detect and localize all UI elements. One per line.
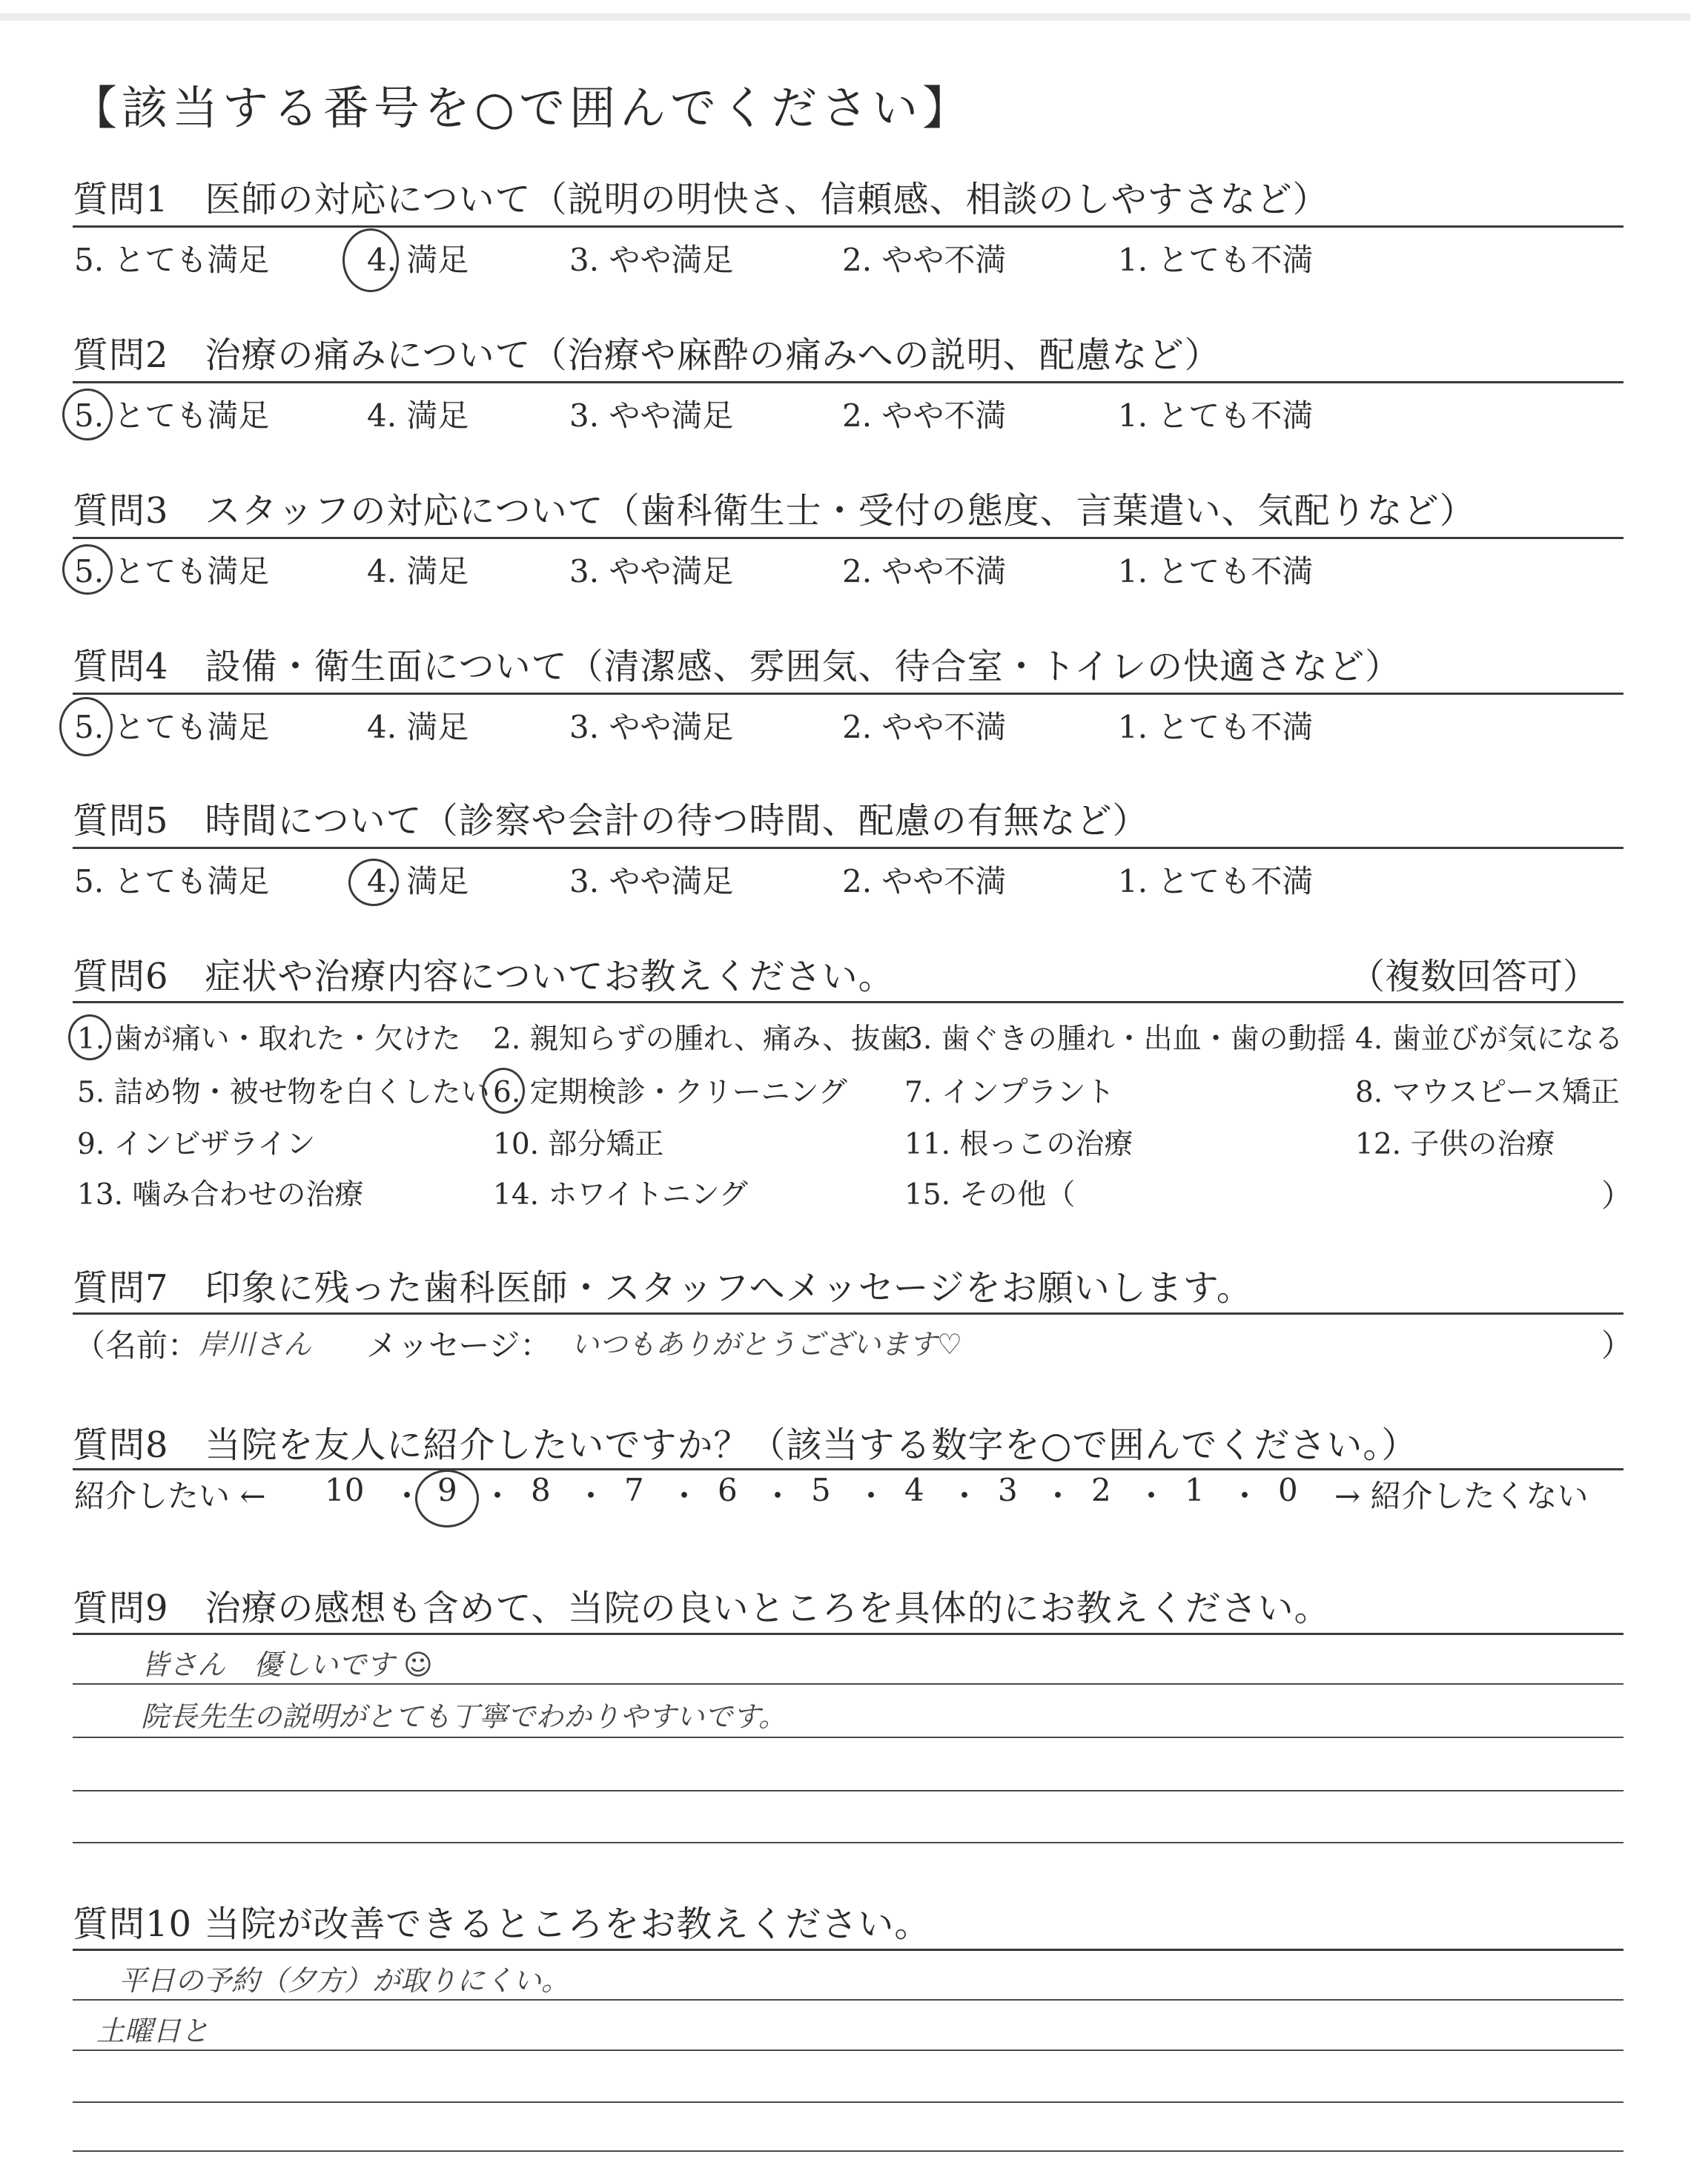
symptom-option-5[interactable]: 5. 詰め物・被せ物を白くしたい — [77, 1076, 490, 1109]
scale-option-8[interactable]: 8 — [531, 1472, 551, 1508]
question-title: 質問8 当院を友人に紹介したいですか？（該当する数字を○で囲んでください。） — [73, 1424, 1418, 1466]
scale-separator: ・ — [391, 1478, 423, 1514]
scale-option-4[interactable]: 4 — [904, 1472, 924, 1508]
symptom-option-7[interactable]: 7. インプラント — [904, 1076, 1115, 1109]
symptom-option-14[interactable]: 14. ホワイトニング — [493, 1178, 748, 1212]
rating-option-4[interactable]: 4. 満足 — [367, 397, 469, 434]
writing-line — [73, 2050, 1623, 2051]
answer-line-2[interactable]: 土曜日と — [96, 2015, 210, 2047]
selection-circle — [68, 1014, 111, 1060]
scale-option-9[interactable]: 9 — [437, 1472, 457, 1508]
writing-line — [73, 1790, 1623, 1791]
writing-line — [73, 1737, 1623, 1738]
divider — [73, 225, 1623, 228]
selection-circle — [348, 859, 399, 906]
writing-line — [73, 1683, 1623, 1685]
divider — [73, 381, 1623, 383]
scale-separator: ・ — [1229, 1478, 1261, 1514]
scale-separator: ・ — [762, 1478, 794, 1514]
writing-line — [73, 2101, 1623, 2103]
rating-option-3[interactable]: 3. やや満足 — [569, 242, 734, 278]
selection-circle — [59, 697, 113, 756]
rating-option-1[interactable]: 1. とても不満 — [1118, 242, 1314, 278]
scan-edge — [0, 13, 1690, 21]
divider — [73, 1468, 1623, 1470]
selection-circle — [62, 544, 113, 595]
divider — [73, 1633, 1623, 1635]
rating-option-2[interactable]: 2. やや不満 — [842, 709, 1007, 745]
rating-option-5[interactable]: 5. とても満足 — [74, 709, 270, 745]
rating-option-4[interactable]: 4. 満足 — [367, 863, 469, 899]
rating-option-3[interactable]: 3. やや満足 — [569, 397, 734, 434]
rating-option-5[interactable]: 5. とても満足 — [74, 242, 270, 278]
divider — [73, 1001, 1623, 1003]
name-label: （名前： — [74, 1327, 199, 1364]
rating-option-4[interactable]: 4. 満足 — [367, 242, 469, 278]
rating-option-2[interactable]: 2. やや不満 — [842, 397, 1007, 434]
writing-line — [73, 1999, 1623, 2001]
writing-line — [73, 1842, 1623, 1843]
question-title: 質問9 治療の感想も含めて、当院の良いところを具体的にお教えください。 — [73, 1588, 1331, 1629]
divider — [73, 847, 1623, 849]
question-title: 質問10 当院が改善できるところをお教えください。 — [73, 1903, 931, 1945]
question-title: 質問1 医師の対応について（説明の明快さ、信頼感、相談のしやすさなど） — [73, 179, 1329, 220]
scale-separator: ・ — [1042, 1478, 1074, 1514]
question-title: 質問2 治療の痛みについて（治療や麻酔の痛みへの説明、配慮など） — [73, 334, 1221, 376]
symptom-option-3[interactable]: 3. 歯ぐきの腫れ・出血・歯の動揺 — [904, 1023, 1346, 1056]
multiple-answer-note: （複数回答可） — [1348, 956, 1598, 997]
scale-separator: ・ — [669, 1478, 701, 1514]
scale-option-2[interactable]: 2 — [1091, 1472, 1111, 1508]
rating-option-1[interactable]: 1. とても不満 — [1118, 397, 1314, 434]
scale-option-6[interactable]: 6 — [718, 1472, 738, 1508]
rating-option-3[interactable]: 3. やや満足 — [569, 553, 734, 589]
scale-option-10[interactable]: 10 — [325, 1472, 365, 1508]
scale-right-label: → 紹介したくない — [1334, 1478, 1589, 1514]
rating-option-1[interactable]: 1. とても不満 — [1118, 863, 1314, 899]
symptom-option-6[interactable]: 6. 定期検診・クリーニング — [493, 1076, 847, 1109]
symptom-option-11[interactable]: 11. 根っこの治療 — [904, 1128, 1133, 1161]
divider — [73, 1312, 1623, 1315]
question-title: 質問7 印象に残った歯科医師・スタッフへメッセージをお願いします。 — [73, 1267, 1253, 1309]
scale-separator: ・ — [949, 1478, 981, 1514]
symptom-option-12[interactable]: 12. 子供の治療 — [1355, 1128, 1555, 1161]
selection-circle — [415, 1470, 479, 1527]
message-answer[interactable]: いつもありがとうございます♡ — [571, 1328, 963, 1361]
name-answer[interactable]: 岸川さん — [199, 1328, 312, 1361]
rating-option-5[interactable]: 5. とても満足 — [74, 397, 270, 434]
symptom-option-15[interactable]: 15. その他（ — [904, 1178, 1076, 1212]
scale-option-5[interactable]: 5 — [811, 1472, 831, 1508]
divider — [73, 537, 1623, 539]
rating-option-4[interactable]: 4. 満足 — [367, 553, 469, 589]
scale-separator: ・ — [575, 1478, 607, 1514]
symptom-option-13[interactable]: 13. 噛み合わせの治療 — [77, 1178, 364, 1212]
answer-line-2[interactable]: 院長先生の説明がとても丁寧でわかりやすいです。 — [141, 1700, 787, 1733]
scale-option-0[interactable]: 0 — [1278, 1472, 1298, 1508]
rating-option-2[interactable]: 2. やや不満 — [842, 242, 1007, 278]
form-instruction-header: 【該当する番号を○で囲んでください】 — [71, 81, 973, 135]
symptom-option-10[interactable]: 10. 部分矯正 — [493, 1128, 664, 1161]
answer-line-1[interactable]: 皆さん 優しいです ☺ — [141, 1648, 433, 1681]
rating-option-5[interactable]: 5. とても満足 — [74, 553, 270, 589]
writing-line — [73, 2150, 1623, 2152]
selection-circle — [62, 389, 113, 440]
scale-left-label: 紹介したい ← — [74, 1478, 266, 1514]
other-close-paren: ） — [1601, 1178, 1633, 1214]
symptom-option-1[interactable]: 1. 歯が痛い・取れた・欠けた — [77, 1023, 461, 1056]
selection-circle — [342, 228, 399, 292]
scale-separator: ・ — [482, 1478, 514, 1514]
symptom-option-8[interactable]: 8. マウスピース矯正 — [1355, 1076, 1620, 1109]
question-title: 質問6 症状や治療内容についてお教えください。 — [73, 956, 895, 997]
rating-option-4[interactable]: 4. 満足 — [367, 709, 469, 745]
rating-option-1[interactable]: 1. とても不満 — [1118, 709, 1314, 745]
rating-option-2[interactable]: 2. やや不満 — [842, 863, 1007, 899]
rating-option-3[interactable]: 3. やや満足 — [569, 863, 734, 899]
symptom-option-2[interactable]: 2. 親知らずの腫れ、痛み、抜歯 — [493, 1023, 910, 1056]
scale-option-1[interactable]: 1 — [1185, 1472, 1205, 1508]
divider — [73, 693, 1623, 695]
rating-option-2[interactable]: 2. やや不満 — [842, 553, 1007, 589]
message-label: メッセージ： — [366, 1327, 552, 1364]
scale-separator: ・ — [1136, 1478, 1168, 1514]
selection-circle — [482, 1068, 525, 1114]
question-title: 質問4 設備・衛生面について（清潔感、雰囲気、待合室・トイレの快適さなど） — [73, 646, 1402, 687]
question-title: 質問3 スタッフの対応について（歯科衛生士・受付の態度、言葉遣い、気配りなど） — [73, 490, 1476, 532]
scale-separator: ・ — [855, 1478, 887, 1514]
divider — [73, 1949, 1623, 1951]
rating-option-5[interactable]: 5. とても満足 — [74, 863, 270, 899]
scale-option-7[interactable]: 7 — [624, 1472, 644, 1508]
message-close-paren: ） — [1601, 1327, 1633, 1364]
symptom-option-4[interactable]: 4. 歯並びが気になる — [1355, 1023, 1623, 1056]
scale-option-3[interactable]: 3 — [998, 1472, 1018, 1508]
symptom-option-9[interactable]: 9. インビザライン — [77, 1128, 316, 1161]
answer-line-1[interactable]: 平日の予約（夕方）が取りにくい。 — [119, 1964, 570, 1997]
rating-option-1[interactable]: 1. とても不満 — [1118, 553, 1314, 589]
rating-option-3[interactable]: 3. やや満足 — [569, 709, 734, 745]
question-title: 質問5 時間について（診察や会計の待つ時間、配慮の有無など） — [73, 800, 1149, 842]
